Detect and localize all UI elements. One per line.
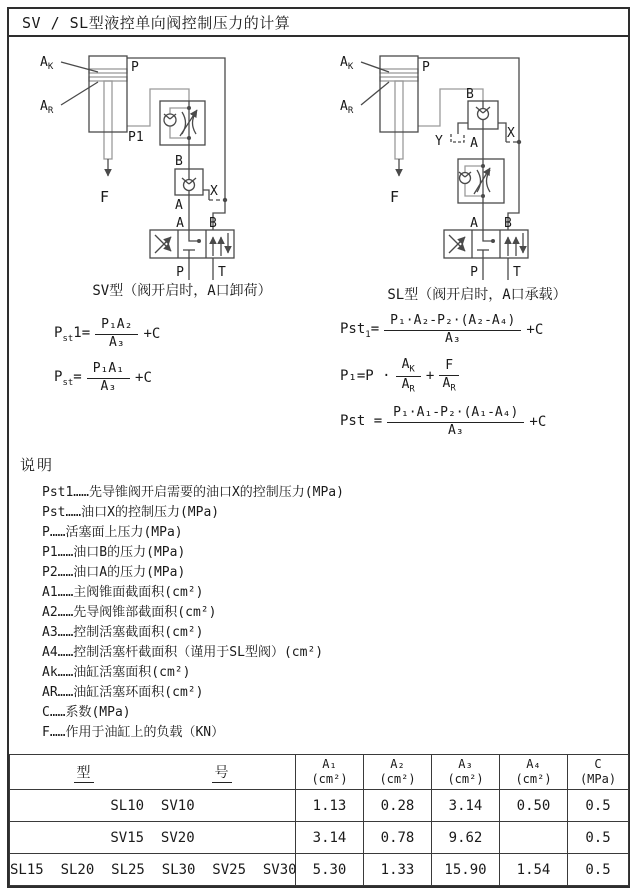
formula-lhs: P₁=P · bbox=[340, 368, 391, 385]
junction-dot bbox=[187, 106, 191, 110]
a4-cell bbox=[500, 822, 568, 854]
a1-cell: 5.30 bbox=[296, 854, 364, 886]
fraction: $\frac{A_K}{A_R}$ bbox=[396, 358, 421, 395]
formula-tail: +C bbox=[143, 326, 161, 343]
label-valve-t: T bbox=[513, 265, 521, 280]
table-row bbox=[10, 822, 629, 854]
label-p1: P1 bbox=[128, 130, 144, 145]
a2-cell: 1.33 bbox=[364, 854, 432, 886]
note-item: P1……油口B的压力(MPa) bbox=[42, 545, 186, 560]
label-b: B bbox=[175, 154, 183, 169]
junction-dot bbox=[481, 164, 485, 168]
c-cell: 0.5 bbox=[568, 822, 629, 854]
note-item: Pst1……先导锥阀开启需要的油口X的控制压力(MPa) bbox=[42, 485, 344, 500]
note-item: P……活塞面上压力(MPa) bbox=[42, 525, 183, 540]
fraction: $\frac{F}{A_R}$ bbox=[439, 359, 459, 394]
page-title: SV / SL型液控单向阀控制压力的计算 bbox=[9, 9, 628, 37]
label-y: Y bbox=[435, 134, 443, 149]
label-p: P bbox=[131, 60, 139, 75]
label-valve-a: A bbox=[176, 216, 184, 231]
junction-dot bbox=[187, 136, 191, 140]
label-valve-t: T bbox=[218, 265, 226, 280]
notes-heading: 说明 bbox=[20, 456, 55, 474]
fraction: $\frac{\text{P₁A₂}}{\text{A₃}}$ bbox=[95, 318, 138, 351]
formula-sl-pst1 bbox=[340, 314, 546, 347]
model-cell: SV15 SV20 bbox=[10, 822, 296, 854]
table-row bbox=[10, 854, 629, 886]
sv-circuit-lines bbox=[61, 56, 234, 280]
a1-cell: 3.14 bbox=[296, 822, 364, 854]
notes-list bbox=[42, 483, 344, 743]
formula-lhs: Pst = bbox=[340, 412, 383, 429]
a2-cell: 0.78 bbox=[364, 822, 432, 854]
table-header-row bbox=[10, 755, 629, 790]
fraction: $\frac{\text{P₁·A₁-P₂·(A₁-A₄)}}{\text{A₃}}$ bbox=[387, 406, 524, 439]
note-item: C……系数(MPa) bbox=[42, 705, 131, 720]
note-item: A2……先导阀锥部截面积(cm²) bbox=[42, 605, 217, 620]
page-frame bbox=[7, 7, 630, 888]
label-a: A bbox=[175, 198, 183, 213]
note-item: F……作用于油缸上的负载（KN） bbox=[42, 725, 225, 740]
formula-lhs: $P_{st}1=$ bbox=[54, 325, 91, 344]
note-item: A1……主阀锥面截面积(cm²) bbox=[42, 585, 204, 600]
a1-cell: 1.13 bbox=[296, 790, 364, 822]
formula-sv-pst1 bbox=[54, 318, 160, 351]
a3-cell: 3.14 bbox=[432, 790, 500, 822]
label-f: F bbox=[100, 188, 110, 206]
label-ar: $A_R$ bbox=[340, 99, 354, 116]
label-f: F bbox=[390, 188, 400, 206]
col-header-a3: A₃ (cm²) bbox=[432, 755, 500, 790]
col-header-a4: A₄ (cm²) bbox=[500, 755, 568, 790]
label-b: B bbox=[466, 87, 474, 102]
label-ak: $A_K$ bbox=[340, 55, 354, 72]
a3-cell: 15.90 bbox=[432, 854, 500, 886]
model-cell: SL15 SL20 SL25 SL30 SV25 SV30 bbox=[10, 854, 296, 886]
note-item: A4……控制活塞杆截面积（谨用于SL型阀）(cm²) bbox=[42, 645, 324, 660]
a4-cell: 1.54 bbox=[500, 854, 568, 886]
note-item: AR……油缸活塞环面积(cm²) bbox=[42, 685, 204, 700]
c-cell: 0.5 bbox=[568, 854, 629, 886]
note-item: A3……控制活塞截面积(cm²) bbox=[42, 625, 204, 640]
formula-sl-pst bbox=[340, 406, 546, 439]
a2-cell: 0.28 bbox=[364, 790, 432, 822]
sl-caption: SL型（阀开启时，A口承载） bbox=[387, 287, 567, 303]
label-valve-p: P bbox=[176, 265, 184, 280]
note-item: P2……油口A的压力(MPa) bbox=[42, 565, 186, 580]
sv-caption: SV型（阀开启时，A口卸荷） bbox=[92, 283, 272, 299]
formula-sv-pst bbox=[54, 362, 160, 395]
spec-table bbox=[9, 754, 629, 886]
formula-sl-p1 bbox=[340, 358, 546, 395]
junction-dot bbox=[481, 194, 485, 198]
col-header-a1: A₁ (cm²) bbox=[296, 755, 364, 790]
model-cell: SL10 SV10 bbox=[10, 790, 296, 822]
junction-dot bbox=[223, 198, 227, 202]
label-valve-a: A bbox=[470, 216, 478, 231]
label-valve-b: B bbox=[504, 216, 512, 231]
formula-tail: +C bbox=[529, 414, 547, 431]
plus-sign: + bbox=[425, 368, 435, 385]
label-ar: $A_R$ bbox=[40, 99, 54, 116]
sv-formulas bbox=[54, 318, 160, 406]
label-ak: $A_K$ bbox=[40, 55, 54, 72]
table-row bbox=[10, 790, 629, 822]
junction-dot bbox=[491, 239, 495, 243]
label-valve-p: P bbox=[470, 265, 478, 280]
c-cell: 0.5 bbox=[568, 790, 629, 822]
junction-dot bbox=[197, 239, 201, 243]
label-x: X bbox=[507, 126, 515, 141]
formula-lhs: Pst$_1$= bbox=[340, 321, 380, 340]
formula-lhs: $P_{st}=$ bbox=[54, 368, 82, 388]
formula-tail: +C bbox=[135, 370, 152, 387]
fraction: $\frac{\text{P₁A₁}}{\text{A₃}}$ bbox=[87, 362, 130, 395]
note-item: Pst……油口X的控制压力(MPa) bbox=[42, 505, 220, 520]
col-header-model: 型 号 bbox=[10, 755, 296, 790]
col-header-a2: A₂ (cm²) bbox=[364, 755, 432, 790]
note-item: Ak……油缸活塞面积(cm²) bbox=[42, 665, 191, 680]
formula-tail: +C bbox=[526, 322, 544, 339]
a4-cell: 0.50 bbox=[500, 790, 568, 822]
label-x: X bbox=[210, 184, 218, 199]
label-valve-b: B bbox=[209, 216, 217, 231]
col-header-c: C (MPa) bbox=[568, 755, 629, 790]
sl-formulas bbox=[340, 314, 546, 450]
sv-circuit-diagram bbox=[32, 44, 332, 299]
label-a: A bbox=[470, 136, 478, 151]
label-p: P bbox=[422, 60, 430, 75]
sl-circuit-diagram bbox=[332, 44, 632, 304]
fraction: $\frac{\text{P₁·A₂-P₂·(A₂-A₄)}}{\text{A₃}}$ bbox=[384, 314, 521, 347]
a3-cell: 9.62 bbox=[432, 822, 500, 854]
junction-dot bbox=[517, 140, 521, 144]
